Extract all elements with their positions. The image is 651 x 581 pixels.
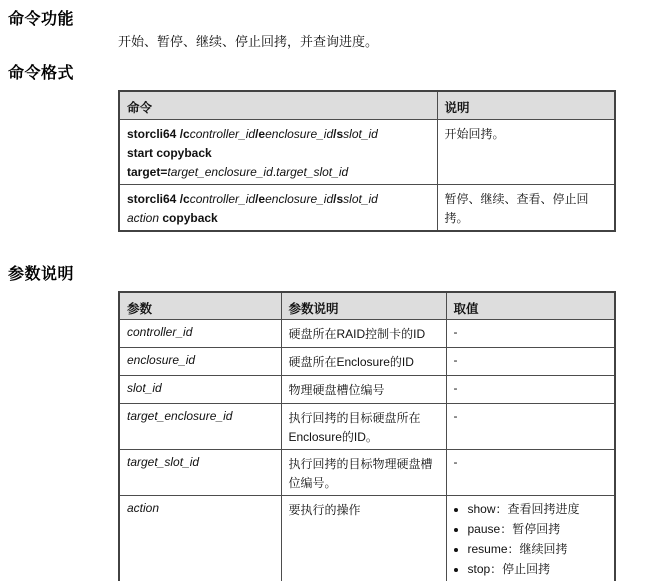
table-header-row (119, 91, 615, 119)
table-row (119, 450, 615, 496)
param-name-cell: target_enclosure_id (119, 404, 281, 450)
description-cell: 开始回拷。 (437, 119, 615, 184)
param-desc-cell: 执行回拷的目标物理硬盘槽位编号。 (281, 450, 446, 496)
table-row (119, 184, 615, 231)
param-desc-cell: 执行回拷的目标硬盘所在Enclosure的ID。 (281, 404, 446, 450)
param-name-cell: slot_id (119, 376, 281, 404)
command-function-description: 开始、暂停、继续、停止回拷，并查询进度。 (118, 34, 379, 49)
action-value-stop: • stop：停止回拷 (468, 562, 608, 576)
table-row (119, 320, 615, 348)
param-desc-cell: 硬盘所在Enclosure的ID (281, 348, 446, 376)
parameter-table (118, 291, 616, 581)
table-row (119, 404, 615, 450)
description-cell: 暂停、继续、查看、停止回拷。 (437, 184, 615, 231)
param-value-cell: - (446, 404, 615, 450)
param-value-cell: - (446, 450, 615, 496)
action-value-resume: • resume：继续回拷 (468, 542, 608, 556)
table-row (119, 348, 615, 376)
action-value-pause: • pause：暂停回拷 (468, 522, 608, 536)
column-header-description: 说明 (437, 91, 615, 119)
column-header-value: 取值 (446, 292, 615, 320)
column-header-parameter: 参数 (119, 292, 281, 320)
table-row (119, 119, 615, 184)
section-heading-command-function: 命令功能 (8, 11, 75, 28)
param-name-cell: controller_id (119, 320, 281, 348)
table-row (119, 376, 615, 404)
param-name-cell: action (119, 496, 281, 581)
table-row (119, 496, 615, 581)
table-header-row (119, 292, 615, 320)
section-heading-parameter-description: 参数说明 (8, 266, 75, 283)
command-cell-action-copyback: storcli64 /ccontroller_id/eenclosure_id/sslot_id action copyback (119, 184, 437, 231)
column-header-command: 命令 (119, 91, 437, 119)
param-value-cell: - (446, 376, 615, 404)
param-name-cell: enclosure_id (119, 348, 281, 376)
param-desc-cell: 物理硬盘槽位编号 (281, 376, 446, 404)
command-cell-start-copyback: storcli64 /ccontroller_id/eenclosure_id/sslot_id start copyback target=target_enclosure_id.target_slot_id (119, 119, 437, 184)
param-value-cell: - (446, 348, 615, 376)
column-header-parameter-description: 参数说明 (281, 292, 446, 320)
param-name-cell: target_slot_id (119, 450, 281, 496)
param-value-cell: - (446, 320, 615, 348)
param-desc-cell: 要执行的操作 (281, 496, 446, 581)
param-desc-cell: 硬盘所在RAID控制卡的ID (281, 320, 446, 348)
param-value-cell (446, 496, 615, 581)
action-value-list (454, 502, 608, 576)
command-format-table (118, 90, 616, 232)
section-heading-command-format: 命令格式 (8, 65, 75, 82)
action-value-show: • show：查看回拷进度 (468, 502, 608, 516)
